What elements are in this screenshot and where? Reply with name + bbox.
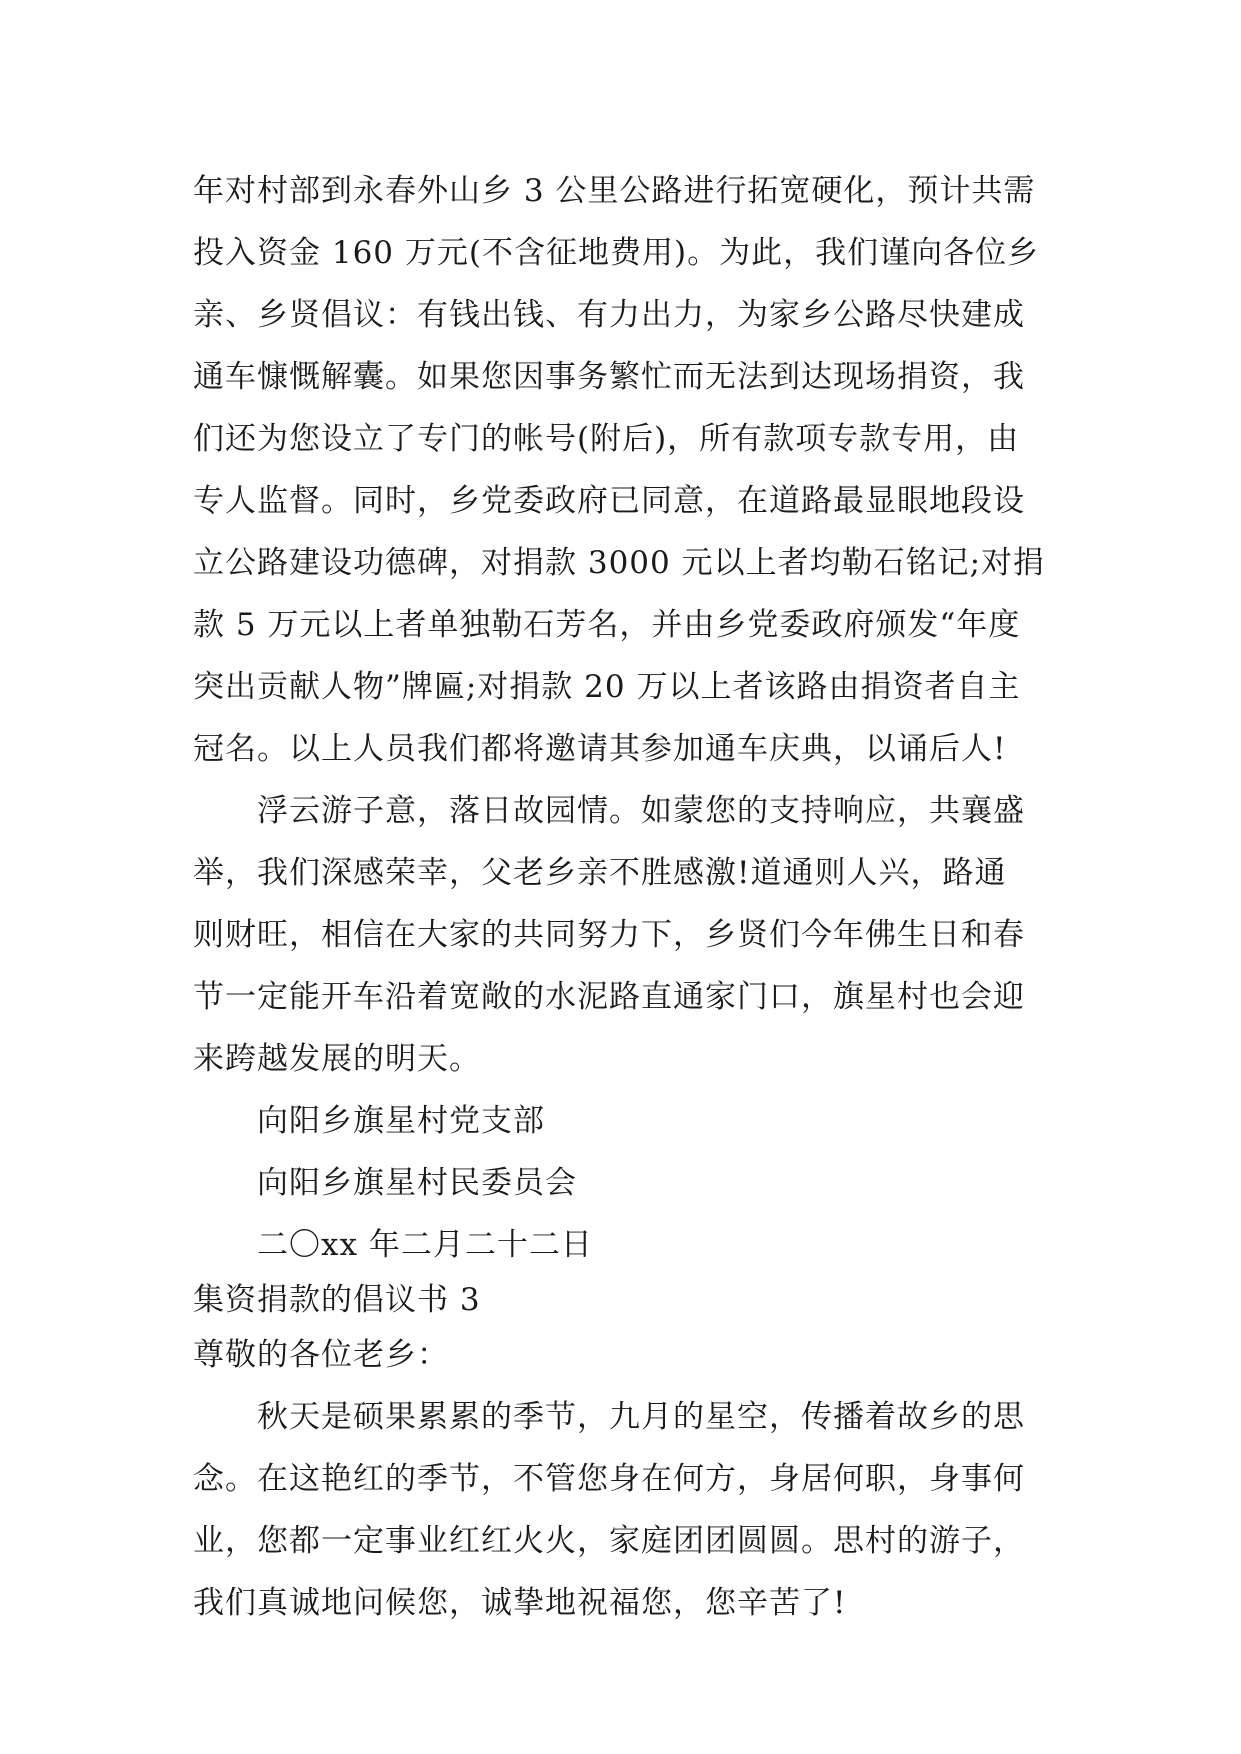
section-title: 集资捐款的倡议书 3 — [193, 1282, 481, 1318]
paragraph-1-line: 亲、乡贤倡议：有钱出钱、有力出力，为家乡公路尽快建成 — [193, 297, 1025, 333]
paragraph-1-line: 们还为您设立了专门的帐号(附后)，所有款项专款专用，由 — [193, 421, 1020, 457]
paragraph-2-line: 来跨越发展的明天。 — [193, 1041, 481, 1077]
paragraph-1-line: 款 5 万元以上者单独勒石芳名，并由乡党委政府颁发“年度 — [193, 607, 1021, 643]
signature-org-villagers-committee: 向阳乡旗星村民委员会 — [257, 1165, 577, 1201]
signature-date: 二〇xx 年二月二十二日 — [257, 1227, 593, 1263]
signature-org-party-branch: 向阳乡旗星村党支部 — [257, 1103, 545, 1139]
paragraph-3-line: 业，您都一定事业红红火火，家庭团团圆圆。思村的游子， — [193, 1523, 1025, 1559]
paragraph-2-line: 节一定能开车沿着宽敞的水泥路直通家门口，旗星村也会迎 — [193, 979, 1025, 1015]
paragraph-3-line: 念。在这艳红的季节，不管您身在何方，身居何职，身事何 — [193, 1461, 1025, 1497]
paragraph-1-line: 冠名。以上人员我们都将邀请其参加通车庆典，以诵后人! — [193, 731, 1007, 767]
paragraph-1-line: 突出贡献人物”牌匾;对捐款 20 万以上者该路由捐资者自主 — [193, 669, 1021, 705]
paragraph-1-line: 立公路建设功德碑，对捐款 3000 元以上者均勒石铭记;对捐 — [193, 545, 1046, 581]
salutation: 尊敬的各位老乡： — [193, 1337, 449, 1373]
paragraph-1-line: 投入资金 160 万元(不含征地费用)。为此，我们谨向各位乡 — [193, 235, 1040, 271]
paragraph-1-line: 专人监督。同时，乡党委政府已同意，在道路最显眼地段设 — [193, 483, 1025, 519]
document-body — [193, 160, 1073, 1634]
paragraph-1-line: 年对村部到永春外山乡 3 公里公路进行拓宽硬化，预计共需 — [193, 173, 1036, 209]
paragraph-2-line: 举，我们深感荣幸，父老乡亲不胜感激!道通则人兴，路通 — [193, 855, 1007, 891]
paragraph-2-line: 浮云游子意，落日故园情。如蒙您的支持响应，共襄盛 — [257, 793, 1025, 829]
paragraph-3-line: 秋天是硕果累累的季节，九月的星空，传播着故乡的思 — [257, 1399, 1025, 1435]
paragraph-2-line: 则财旺，相信在大家的共同努力下，乡贤们今年佛生日和春 — [193, 917, 1025, 953]
paragraph-1-line: 通车慷慨解囊。如果您因事务繁忙而无法到达现场捐资，我 — [193, 359, 1025, 395]
paragraph-3-line: 我们真诚地问候您，诚挚地祝福您，您辛苦了! — [193, 1585, 847, 1621]
